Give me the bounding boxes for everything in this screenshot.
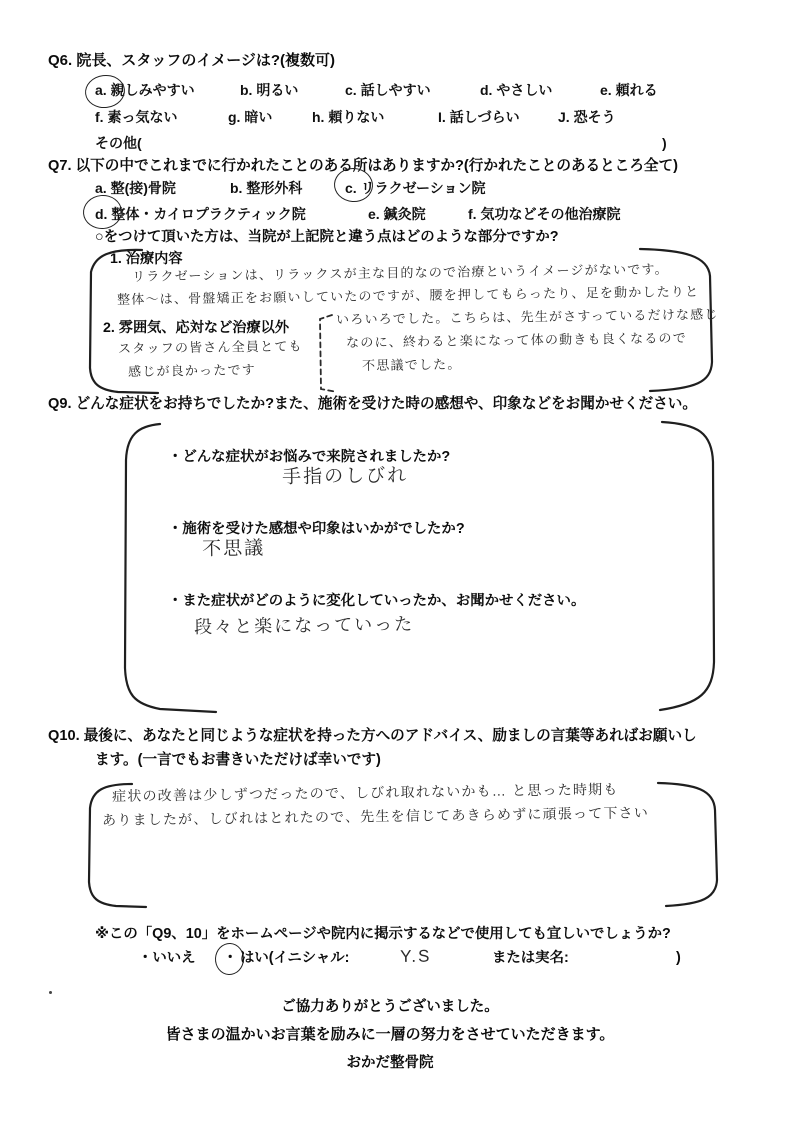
q9-answer-3-handwriting: 段々と楽になっていった [194, 613, 415, 637]
q7-option-b: b. 整形外科 [230, 180, 303, 196]
q6-option-i: I. 話しづらい [438, 109, 520, 125]
q10-answer-handwriting-line1: 症状の改善は少しずつだったので、しびれ取れないかも… と思った時期も [112, 780, 619, 804]
q6-option-a: a. 親しみやすい [95, 82, 195, 98]
q6-option-e: e. 頼れる [600, 82, 658, 98]
handwritten-circle-q7-d [82, 193, 124, 230]
q7-box-continuation-handwriting-line3: 不思議でした。 [362, 356, 462, 373]
q7-box-item2-label: 2. 雰囲気、応対など治療以外 [103, 320, 290, 336]
q9-sub-question-2: ・施術を受けた感想や印象はいかがでしたか? [168, 521, 465, 537]
q10-answer-handwriting-line2: ありましたが、しびれはとれたので、先生を信じてあきらめずに頑張って下さい [102, 804, 650, 828]
q7-option-a: a. 整(接)骨院 [95, 180, 176, 196]
q9-answer-1-handwriting: 手指のしびれ [282, 465, 409, 488]
q7-box-item1-label: 1. 治療内容 [110, 251, 183, 267]
footer-clinic-name: おかだ整骨院 [346, 1055, 434, 1071]
q7-box-item1-handwriting-line1: リラクゼーションは、リラックスが主な目的なので治療というイメージがないです。 [132, 261, 669, 284]
q7-option-f: f. 気功などその他治療院 [468, 206, 621, 222]
q9-heading: Q9. どんな症状をお持ちでしたか?また、施術を受けた時の感想や、印象などをお聞かせください。 [48, 396, 697, 412]
q9-answer-2-handwriting: 不思議 [202, 538, 266, 560]
q6-option-g: g. 暗い [228, 109, 273, 125]
consent-option-yes-label: はい(イニシャル: [240, 950, 350, 966]
scan-speck [49, 991, 52, 994]
q10-heading-line2: ます。(一言でもお書きいただけば幸いです) [95, 752, 381, 768]
q6-other-close-paren: ) [662, 135, 667, 151]
q6-option-j: J. 恐そう [558, 109, 616, 125]
q10-heading-line1: Q10. 最後に、あなたと同じような症状を持った方へのアドバイス、励ましの言葉等あればお願いし [48, 728, 697, 744]
q6-option-f: f. 素っ気ない [95, 109, 178, 125]
q7-option-d: d. 整体・カイロプラクティック院 [95, 206, 306, 222]
consent-option-yes-bullet: ・ [223, 950, 238, 966]
q7-option-e: e. 鍼灸院 [368, 206, 426, 222]
q7-box-item2-handwriting-line2: 感じが良かったです [128, 362, 257, 379]
q7-box-item2-handwriting-line1: スタッフの皆さん全員とても [118, 338, 303, 356]
handwritten-circle-q6-a [83, 73, 127, 111]
q9-sub-question-1: ・どんな症状がお悩みで来院されましたか? [168, 449, 451, 465]
footer-message-line: 皆さまの温かいお言葉を励みに一層の努力をさせていただきます。 [165, 1026, 615, 1043]
q7-option-c: c. リラクゼーション院 [345, 180, 486, 196]
q6-option-h: h. 頼りない [312, 109, 385, 125]
q7-note: ○をつけて頂いた方は、当院が上記院と違う点はどのような部分ですか? [95, 229, 559, 245]
q7-box-continuation-handwriting-line2: なのに、終わると楽になって体の動きも良くなるので [346, 330, 687, 350]
q7-box-item1-handwriting-line2: 整体〜は、骨盤矯正をお願いしていたのですが、腰を押してもらったり、足を動かしたりと [117, 283, 700, 307]
q7-heading: Q7. 以下の中でこれまでに行かれたことのある所はありますか?(行かれたことのあるところ全て) [48, 158, 678, 174]
q6-option-d: d. やさしい [480, 82, 553, 98]
consent-realname-label: または実名: [492, 950, 569, 966]
q6-option-c: c. 話しやすい [345, 82, 431, 98]
consent-initial-handwriting: Y.S [400, 946, 432, 966]
footer-thanks-line: ご協力ありがとうございました。 [281, 999, 499, 1015]
q6-other-label: その他( [95, 135, 142, 151]
q7-box-continuation-handwriting-line1: いろいろでした。こちらは、先生がさすっているだけな感じ [336, 306, 719, 327]
consent-note: ※この「Q9、10」をホームページや院内に掲示するなどで使用しても宜しいでしょうか? [95, 926, 671, 942]
consent-option-no: ・いいえ [138, 950, 196, 966]
q6-option-b: b. 明るい [240, 82, 299, 98]
q6-heading: Q6. 院長、スタッフのイメージは?(複数可) [48, 52, 336, 69]
consent-close-paren: ) [676, 950, 681, 966]
q9-sub-question-3: ・また症状がどのように変化していったか、お聞かせください。 [168, 593, 586, 609]
